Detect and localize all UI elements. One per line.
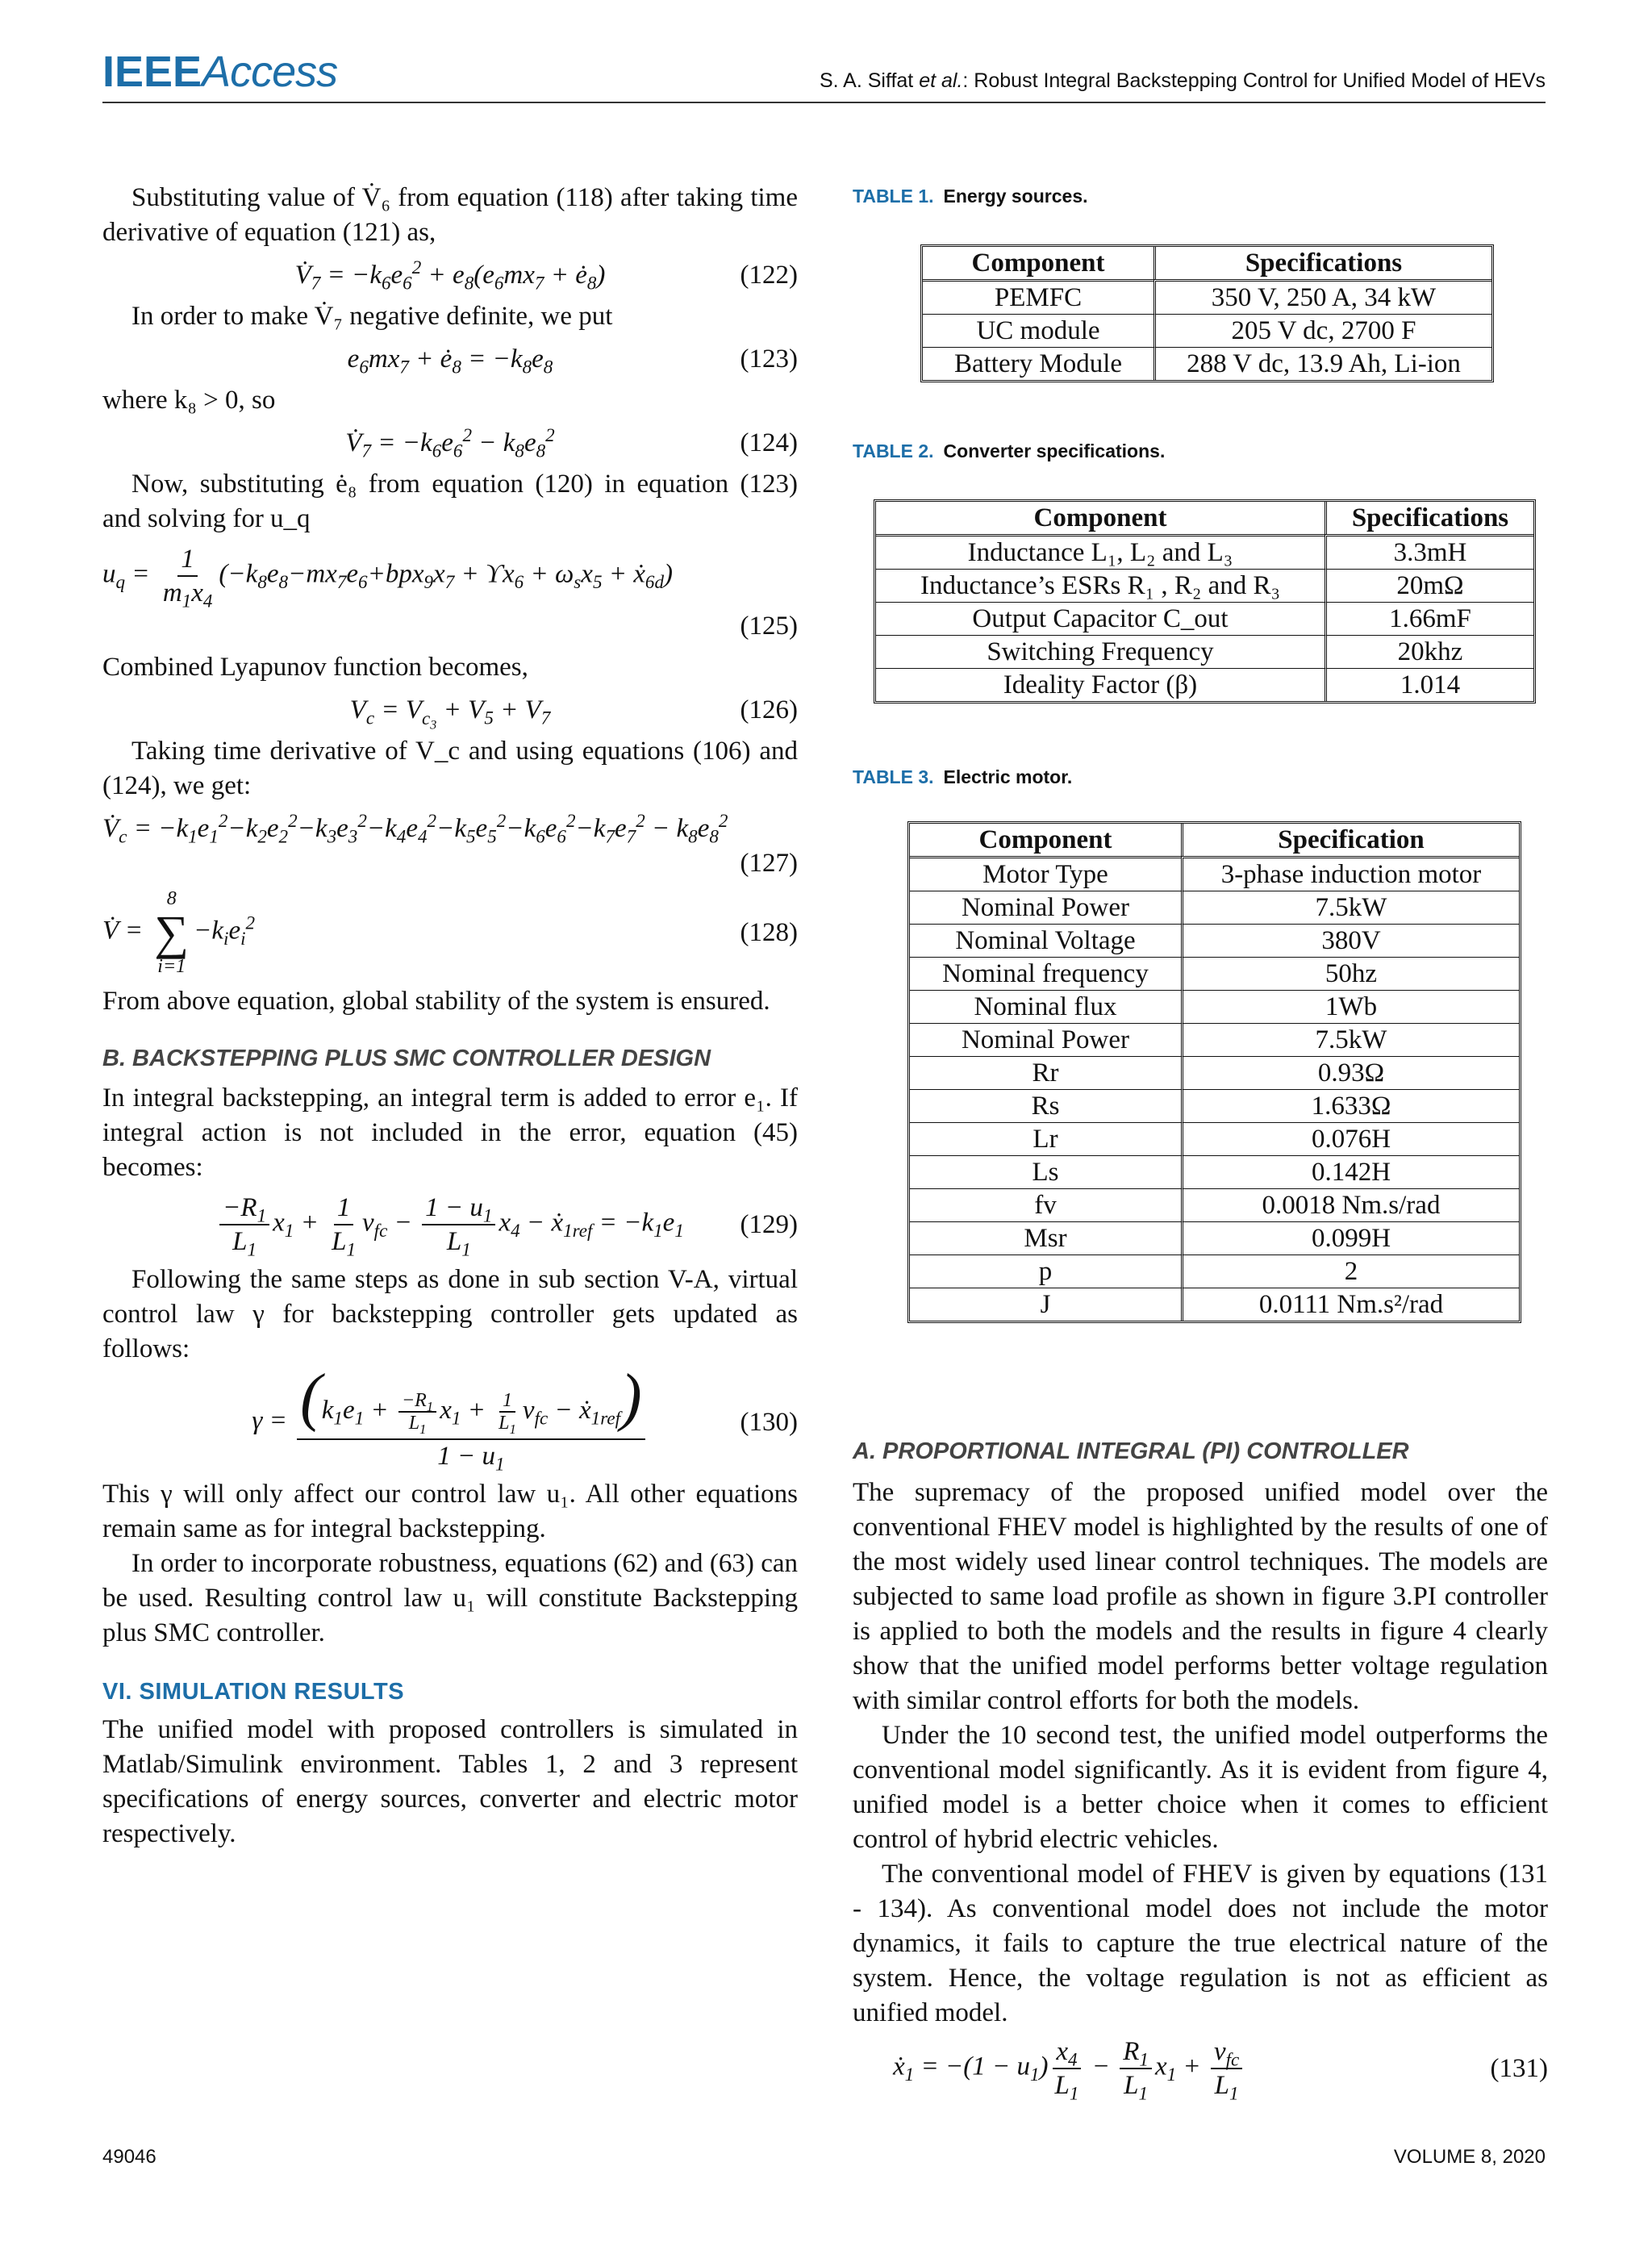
table-row — [910, 957, 1519, 990]
table-cell: Ideality Factor (β) — [876, 668, 1325, 701]
equation-122: $V̇_7 = -k_6e_6^2 + e_8(e_6mx_7$ + $ė_8$) (122) — [294, 257, 798, 294]
left-paragraph-6: Taking time derivative of V_c and using equations (106) and (124), we get: — [102, 737, 798, 800]
table-cell: 380V — [1181, 924, 1519, 957]
table-header-cell: Specification — [1181, 824, 1519, 856]
table-3-caption: TABLE 3. Electric motor. — [853, 766, 1073, 787]
subsection-heading-b: B. BACKSTEPPING PLUS SMC CONTROLLER DESIGN — [102, 1046, 711, 1071]
table-row — [923, 347, 1491, 380]
table-row — [910, 856, 1519, 891]
header-rule — [102, 102, 1546, 103]
table-cell: 350 V, 250 A, 34 kW — [1153, 279, 1491, 314]
table-3 — [907, 821, 1521, 1323]
volume-info: VOLUME 8, 2020 — [1393, 2146, 1546, 2168]
table-row — [910, 1023, 1519, 1056]
table-cell: 1Wb — [1181, 990, 1519, 1023]
table-1 — [920, 244, 1494, 382]
table-row — [876, 635, 1533, 668]
table-cell: Rr — [910, 1056, 1181, 1089]
subsection-heading-a: A. PROPORTIONAL INTEGRAL (PI) CONTROLLER — [853, 1438, 1409, 1464]
left-paragraph-4: Now, substituting ė₈ from equation (120) in equation (123) and solving for u_q — [102, 470, 798, 533]
table-2 — [874, 499, 1536, 703]
table-row — [923, 314, 1491, 347]
table-cell: 1.633Ω — [1181, 1089, 1519, 1122]
eq-number: (122) — [740, 261, 798, 290]
table-cell: 0.0018 Nm.s/rad — [1181, 1188, 1519, 1221]
table-row — [910, 1221, 1519, 1255]
table-row — [910, 1155, 1519, 1188]
table-cell: Nominal Power — [910, 891, 1181, 924]
table-row — [876, 602, 1533, 635]
section-heading-vi: VI. SIMULATION RESULTS — [102, 1679, 405, 1705]
running-header: S. A. Siffat et al.: Robust Integral Backstepping Control for Unified Model of HEVs — [819, 69, 1546, 92]
table-row — [910, 990, 1519, 1023]
table-row — [910, 1122, 1519, 1155]
table-cell: 3.3mH — [1325, 534, 1533, 569]
table-cell: 1.014 — [1325, 668, 1533, 701]
table-cell: Output Capacitor C_out — [876, 602, 1325, 635]
table-row — [910, 1089, 1519, 1122]
eq-number: (130) — [740, 1408, 798, 1437]
eq-number: (126) — [740, 695, 798, 724]
table-1-caption: TABLE 1. Energy sources. — [853, 186, 1088, 207]
table-cell: UC module — [923, 314, 1153, 347]
left-column — [102, 181, 798, 1851]
table-cell: 0.076H — [1181, 1122, 1519, 1155]
table-cell: 0.142H — [1181, 1155, 1519, 1188]
right-column-text — [853, 1434, 1548, 2102]
right-paragraph-1: The supremacy of the proposed unified model over the conventional FHEV model is highlighted by the results of one of the most widely used linear control techniques. The models are subjected to same load profile as shown in figure 3.PI controller is applied to both the models and the results in figure 4 clearly show that the unified model performs better voltage regulation with similar control efforts for both the models. — [853, 1478, 1548, 1715]
table-row — [923, 279, 1491, 314]
table-cell: Ls — [910, 1155, 1181, 1188]
table-row — [910, 1188, 1519, 1221]
right-paragraph-3: The conventional model of FHEV is given by equations (131 - 134). As conventional model does not include the motor dynamics, it fails to capture the true electrical nature of the system. Hence, the voltage regulation is not as efficient as unified model. — [853, 1860, 1548, 2027]
table-row — [910, 1255, 1519, 1288]
table-row — [876, 534, 1533, 569]
table-cell: 2 — [1181, 1255, 1519, 1288]
left-paragraph-8: In integral backstepping, an integral term is added to error e₁. If integral action is not included in the error, equation (45) becomes: — [102, 1083, 798, 1182]
journal-logo: IEEEAccess — [102, 48, 338, 96]
table-cell: 50hz — [1181, 957, 1519, 990]
table-header-cell: Component — [1033, 503, 1167, 532]
left-paragraph-1: Substituting value of V̇₆ from equation (118) after taking time derivative of equation (121) as, — [102, 183, 798, 247]
table-cell: 205 V dc, 2700 F — [1153, 314, 1491, 347]
equation-125: $u_q$ = $\frac{1}{m_1x_4}$ ($-k_8e_8-mx_7e_6+bpx_9x_7 + ϒx_6 + \omega_sx_5$ + ẋ$_{6d}$) (125) — [102, 543, 798, 644]
table-cell: 20khz — [1325, 635, 1533, 668]
equation-128: V̇ = 8 ∑ i=1 $-k_ie_i^2$ (128) — [102, 888, 798, 977]
eq-number: (123) — [740, 344, 798, 374]
equation-131: ẋ$_1$ = $-(1 - u_1)$ $\frac{x_4}{L_1}$ − $\frac{R_1}{L_1}$ $x_1$ + $\frac{v_{fc}}{L_1}$ (131) — [893, 2037, 1548, 2104]
left-paragraph-5: Combined Lyapunov function becomes, — [102, 653, 528, 682]
table-cell: Battery Module — [923, 347, 1153, 380]
table-cell: Inductance L₁, L₂ and L₃ — [876, 534, 1325, 569]
eq-number: (131) — [1490, 2053, 1548, 2083]
equation-129: $\frac{-R_1}{L_1}$ $x_1$ + $\frac{1}{L_1}$ $v_{fc}$ − $\frac{1 - u_1}{L_1}$ $x_4$ − ẋ$_{1ref}$ = $-k_1e_1$ (129) — [102, 1192, 798, 1258]
table-2-caption: TABLE 2. Converter specifications. — [853, 440, 1166, 461]
table-row — [910, 1288, 1519, 1321]
table-cell: 288 V dc, 13.9 Ah, Li-ion — [1153, 347, 1491, 380]
table-cell: Rs — [910, 1089, 1181, 1122]
table-cell: 0.93Ω — [1181, 1056, 1519, 1089]
eq-number: (127) — [740, 849, 798, 878]
eq-number: (125) — [740, 612, 798, 641]
table-cell: Lr — [910, 1122, 1181, 1155]
table-cell: 7.5kW — [1181, 1023, 1519, 1056]
equation-130: γ = ($k_1e_1$ + $\frac{-R_1}{L_1}$ $x_1$ + $\frac{1}{L_1}$ $v_{fc}$ − ẋ$_{1ref}$) $1 - u_1$ (130) — [252, 1362, 798, 1475]
table-cell: Msr — [910, 1221, 1181, 1255]
left-paragraph-11: In order to incorporate robustness, equations (62) and (63) can be used. Resulting control law u₁ will constitute Backstepping plus SMC controller. — [102, 1549, 798, 1647]
eq-number: (124) — [740, 428, 798, 457]
table-cell: Motor Type — [910, 856, 1181, 891]
table-cell: 3-phase induction motor — [1181, 856, 1519, 891]
left-paragraph-2: In order to make V̇₇ negative definite, we put — [131, 302, 613, 331]
table-cell: 7.5kW — [1181, 891, 1519, 924]
table-cell: Nominal flux — [910, 990, 1181, 1023]
eq-number: (129) — [740, 1209, 798, 1239]
table-header-cell: Specifications — [1325, 502, 1533, 534]
left-paragraph-10: This γ will only affect our control law u₁. All other equations remain same as for integral backstepping. — [102, 1480, 798, 1543]
table-cell: PEMFC — [923, 279, 1153, 314]
table-row — [910, 1056, 1519, 1089]
table-cell: Switching Frequency — [876, 635, 1325, 668]
table-row — [876, 569, 1533, 602]
left-paragraph-7: From above equation, global stability of the system is ensured. — [102, 987, 770, 1016]
table-cell: J — [910, 1288, 1181, 1321]
table-cell: Nominal Power — [910, 1023, 1181, 1056]
table-row — [910, 924, 1519, 957]
table-row — [910, 891, 1519, 924]
table-row — [876, 668, 1533, 701]
page-number: 49046 — [102, 2146, 156, 2168]
equation-123: $e_6mx_7$ + $ė_8 = -k_8e_8$ (123) — [102, 342, 798, 377]
table-header-cell: Specifications — [1153, 247, 1491, 279]
eq-number: (128) — [740, 917, 798, 947]
left-paragraph-3: where k₈ > 0, so — [102, 386, 276, 415]
table-header-cell: Component — [978, 825, 1112, 854]
table-cell: 0.099H — [1181, 1221, 1519, 1255]
equation-126: $V_c = V_{c_3} + V_5 + V_7$ (126) — [102, 693, 798, 728]
table-cell: Nominal Voltage — [910, 924, 1181, 957]
table-cell: p — [910, 1255, 1181, 1288]
right-paragraph-2: Under the 10 second test, the unified model outperforms the conventional model significantly. As it is evident from figure 4, unified model is a better choice when it comes to efficient control of hybrid electric vehicles. — [853, 1721, 1548, 1854]
equation-124: $V̇_7 = -k_6e_6^2 - k_8e_8^2$ (124) — [345, 424, 798, 461]
table-cell: Inductance’s ESRs R₁ , R₂ and R₃ — [876, 569, 1325, 602]
table-cell: 0.0111 Nm.s²/rad — [1181, 1288, 1519, 1321]
table-cell: 20mΩ — [1325, 569, 1533, 602]
table-header-cell: Component — [971, 248, 1105, 278]
table-cell: Nominal frequency — [910, 957, 1181, 990]
left-paragraph-9: Following the same steps as done in sub section V-A, virtual control law γ for backstepping controller gets updated as follows: — [102, 1265, 798, 1363]
equation-127: $V̇_c = -k_1e_1^2-k_2e_2^2-k_3e_3^2-k_4e_4^2-k_5e_5^2-k_6e_6^2-k_7e_7^2 - k_8e_8^2$ (127) — [102, 812, 798, 881]
table-cell: fv — [910, 1188, 1181, 1221]
left-paragraph-12: The unified model with proposed controllers is simulated in Matlab/Simulink environment. Tables 1, 2 and 3 represent specifications of energy sources, converter and electric motor respectively. — [102, 1715, 798, 1848]
table-cell: 1.66mF — [1325, 602, 1533, 635]
